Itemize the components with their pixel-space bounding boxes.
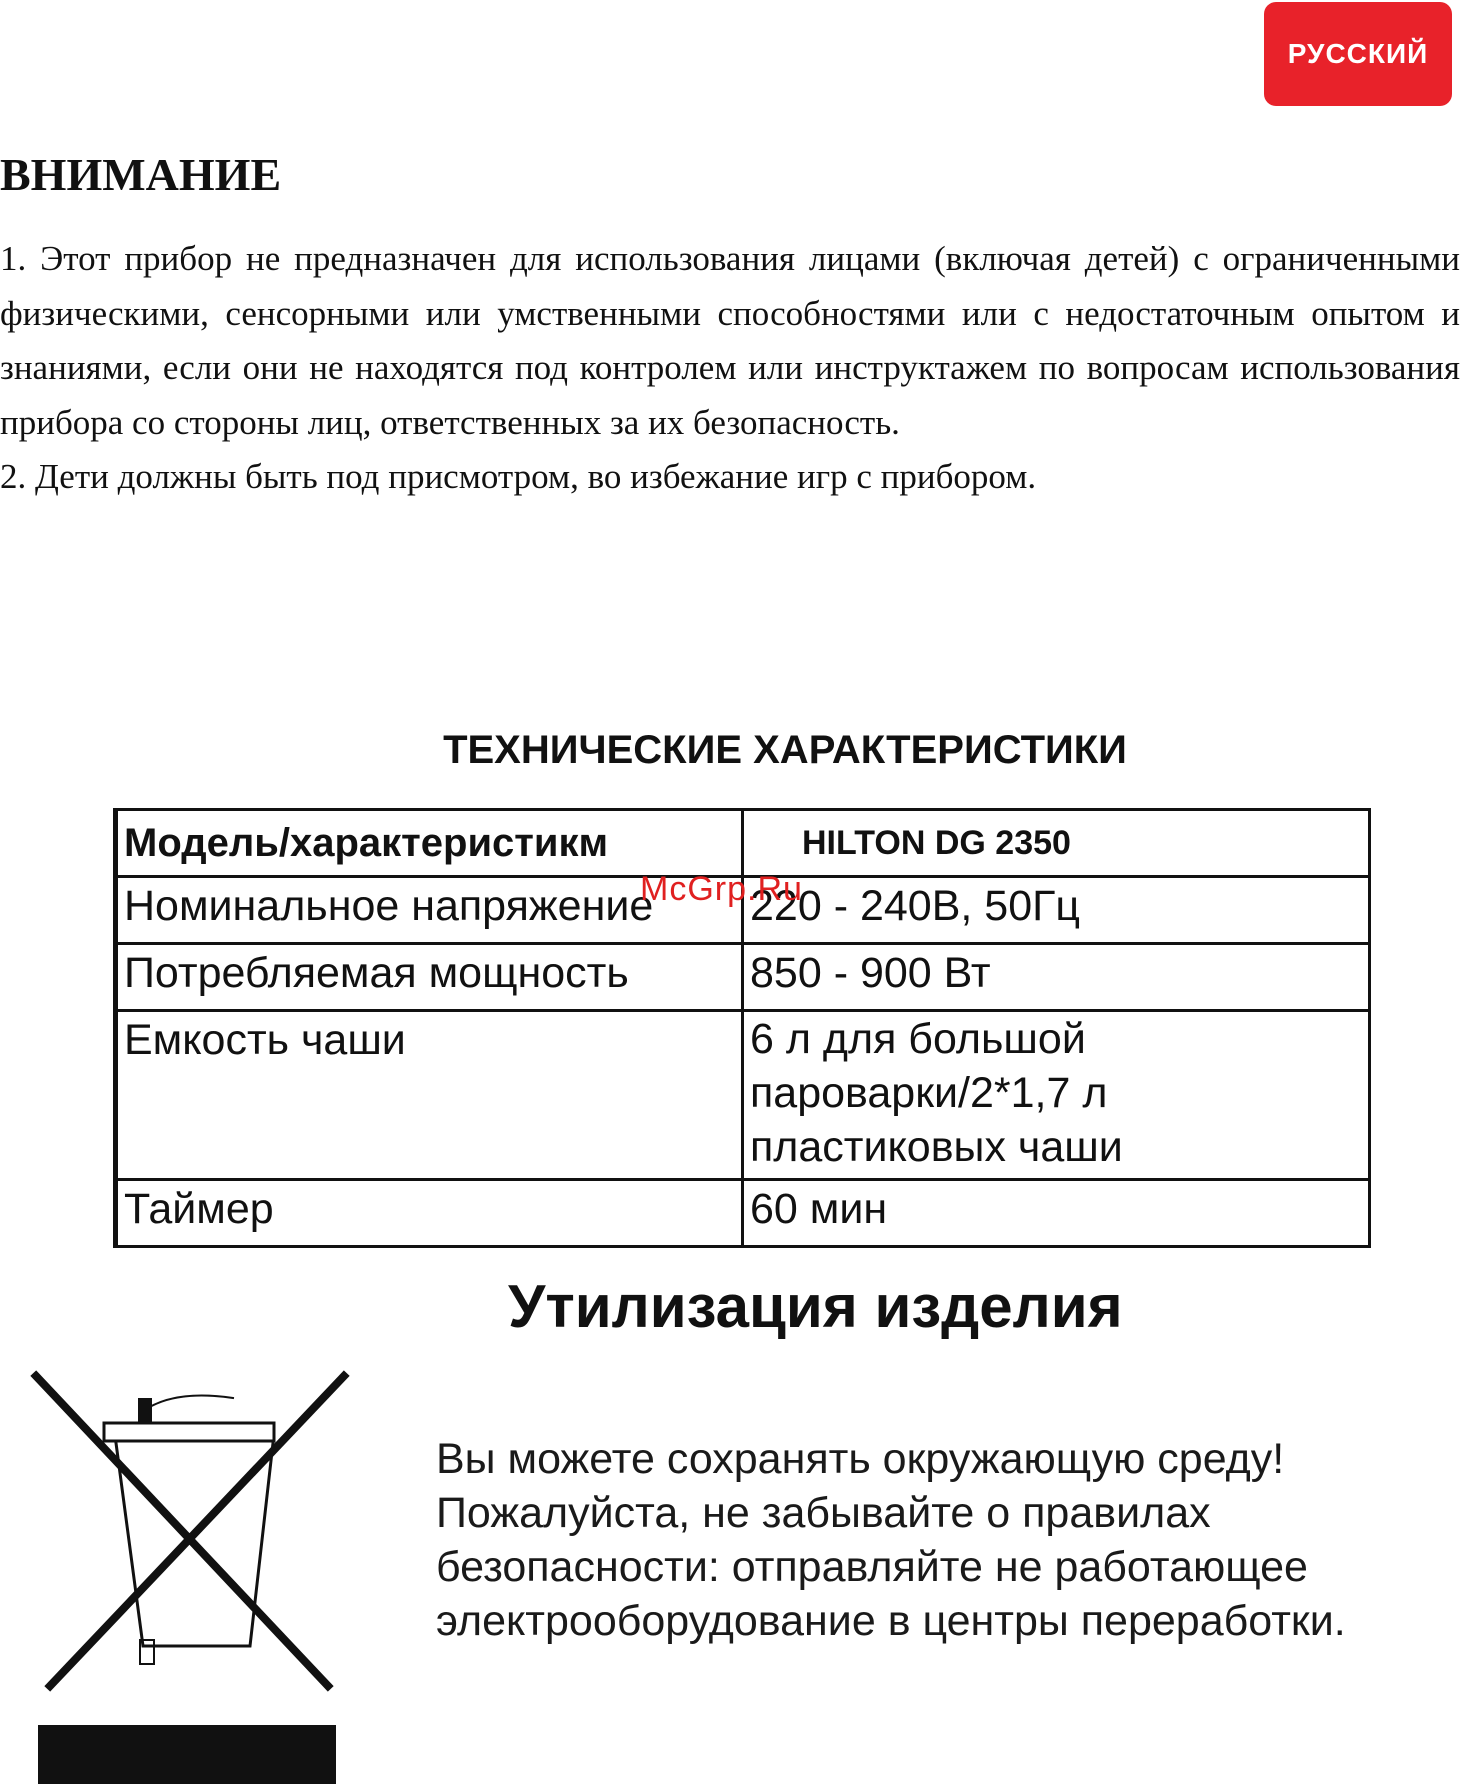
spec-value: 220 - 240В, 50Гц [743,877,1370,944]
warning-title: ВНИМАНИЕ [0,149,282,200]
table-header-row [116,810,1370,877]
table-row [116,944,1370,1011]
disposal-text: Вы можете сохранять окружающую среду! Пожалуйста, не забывайте о правилах безопасности: отправляйте не работающее электрооборудование в центры переработки. [436,1435,1346,1645]
spec-key: Таймер [116,1180,743,1247]
language-badge: РУССКИЙ [1264,2,1452,106]
watermark: McGrp.Ru [640,870,803,908]
table-row [116,1011,1370,1180]
warning-item-1: 1. Этот прибор не предназначен для использования лицами (включая детей) с ограниченными физическими, сенсорными или умственными способностями или с недостаточным опытом и знаниями, если они не находятся под контролем или инструктажем по вопросам использования прибора со стороны лиц, ответственных за их безопасность. [0,239,1460,442]
crossed-bin-icon [28,1368,358,1708]
warning-text [0,232,1460,505]
spec-value: 6 л для большой пароварки/2*1,7 л пластиковых чаши [743,1011,1370,1180]
spec-key: Емкость чаши [116,1011,743,1180]
specs-title: ТЕХНИЧЕСКИЕ ХАРАКТЕРИСТИКИ [443,728,1127,772]
header-key-cell: Модель/характеристикм [116,810,743,877]
spec-key: Потребляемая мощность [116,944,743,1011]
warning-item-2: 2. Дети должны быть под присмотром, во избежание игр с прибором. [0,457,1037,496]
disposal-title: Утилизация изделия [508,1273,1123,1340]
black-bar [38,1725,336,1784]
table-row [116,1180,1370,1247]
spec-key: Номинальное напряжение [116,877,743,944]
spec-value: 850 - 900 Вт [743,944,1370,1011]
spec-value: 60 мин [743,1180,1370,1247]
header-value-cell: HILTON DG 2350 [743,810,1370,877]
